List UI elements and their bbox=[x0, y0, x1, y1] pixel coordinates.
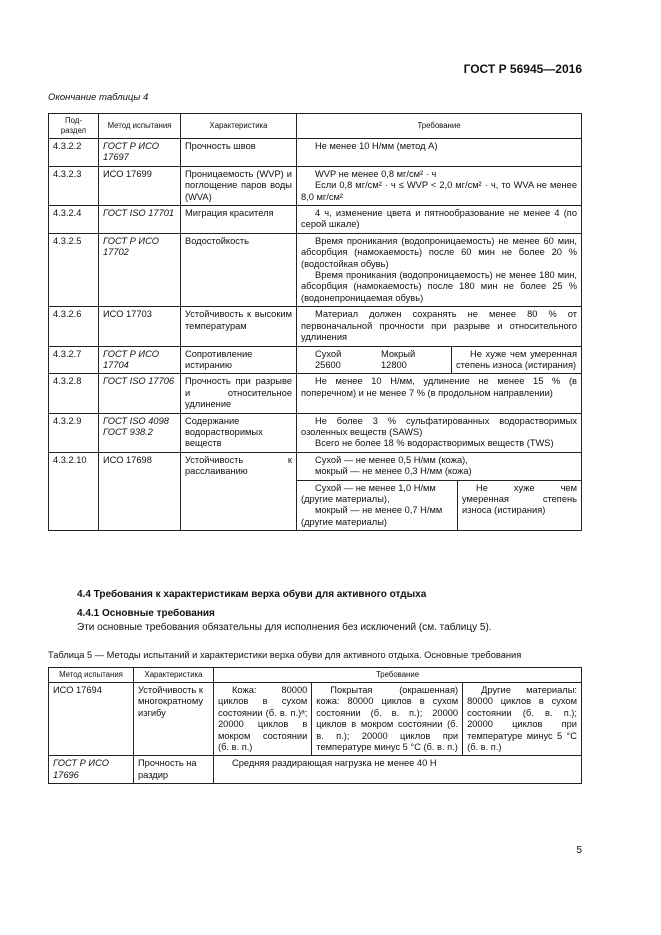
cell-method: ГОСТ Р ИСО 17697 bbox=[99, 139, 181, 167]
cell-characteristic: Сопротивление истиранию bbox=[181, 346, 297, 374]
cell-characteristic: Прочность на раздир bbox=[134, 756, 214, 784]
header-characteristic: Характеристика bbox=[134, 668, 214, 683]
table-row bbox=[49, 452, 582, 480]
cell-method: ГОСТ Р ИСО 17704 bbox=[99, 346, 181, 374]
section-4-4-heading: 4.4 Требования к характеристикам верха обуви для активного отдыха bbox=[77, 589, 427, 600]
cell-subsection: 4.3.2.4 bbox=[49, 206, 99, 234]
requirement-line: Не более 3 % сульфатированных водорастворимых озоленных веществ (SAWS) bbox=[301, 415, 577, 437]
table-row bbox=[49, 139, 582, 167]
cell-requirement bbox=[297, 346, 582, 374]
section-4-4-1-heading: 4.4.1 Основные требования bbox=[77, 608, 215, 619]
requirement-line: Если 0,8 мг/см² · ч ≤ WVP < 2,0 мг/см² · ч, то WVA не менее 8,0 мг/см² bbox=[301, 180, 577, 202]
delamination-right: Не хуже чем умеренная степень износа (истирания) bbox=[462, 482, 577, 516]
cell-method: ГОСТ ISO 4098 ГОСТ 938.2 bbox=[99, 413, 181, 452]
table5-caption: Таблица 5 — Методы испытаний и характеристики верха обуви для активного отдыха. Основные требования bbox=[48, 650, 522, 660]
page-number: 5 bbox=[576, 845, 582, 856]
cell-method: ГОСТ Р ИСО 17696 bbox=[49, 756, 134, 784]
cell-requirement bbox=[297, 166, 582, 205]
abrasion-values bbox=[297, 347, 452, 374]
cell-method: ИСО 17694 bbox=[49, 683, 134, 756]
table-row bbox=[49, 307, 582, 346]
cell-characteristic: Содержание водорастворимых веществ bbox=[181, 413, 297, 452]
cell-characteristic: Проницаемость (WVP) и поглощение паров воды (WVA) bbox=[181, 166, 297, 205]
cell-subsection: 4.3.2.3 bbox=[49, 166, 99, 205]
cell-requirement: Не менее 10 Н/мм (метод А) bbox=[297, 139, 582, 167]
table-row bbox=[49, 374, 582, 413]
cell-characteristic: Устойчивость к расслаиванию bbox=[181, 452, 297, 530]
abrasion-requirement: Не хуже чем умеренная степень износа (истирания) bbox=[456, 348, 577, 370]
cell-requirement: Материал должен сохранять не менее 80 % от первоначальной прочности при разрыве и относительного удлинения bbox=[297, 307, 582, 346]
cell-subsection: 4.3.2.2 bbox=[49, 139, 99, 167]
table-row bbox=[49, 166, 582, 205]
table4-caption: Окончание таблицы 4 bbox=[48, 92, 149, 103]
table-header-row bbox=[49, 114, 582, 139]
cell-method: ИСО 17703 bbox=[99, 307, 181, 346]
cell-characteristic: Водостойкость bbox=[181, 233, 297, 306]
header-method: Метод испытания bbox=[99, 114, 181, 139]
dry-value: 25600 bbox=[315, 359, 341, 370]
table-row bbox=[49, 206, 582, 234]
cell-characteristic: Устойчивость к высоким температурам bbox=[181, 307, 297, 346]
cell-requirement bbox=[297, 413, 582, 452]
cell-subsection: 4.3.2.8 bbox=[49, 374, 99, 413]
cell-characteristic: Устойчивость к многократному изгибу bbox=[134, 683, 214, 756]
header-characteristic: Характеристика bbox=[181, 114, 297, 139]
requirement-line: WVP не менее 0,8 мг/см² · ч bbox=[315, 168, 437, 179]
table-row bbox=[49, 233, 582, 306]
cell-method: ГОСТ Р ИСО 17702 bbox=[99, 233, 181, 306]
header-requirement: Требование bbox=[214, 668, 582, 683]
document-header: ГОСТ Р 56945—2016 bbox=[463, 62, 582, 76]
cell-method: ИСО 17698 bbox=[99, 452, 181, 530]
cell-requirement: 4 ч, изменение цвета и пятнообразование не менее 4 (по серой шкале) bbox=[297, 206, 582, 234]
requirement-line: Время проникания (водопроницаемость) не менее 180 мин, абсорбция (намокаемость) после 180 мин не более 25 % (водонепроницаемая обувь) bbox=[301, 270, 577, 303]
table-5 bbox=[48, 667, 582, 784]
delamination-left bbox=[297, 481, 458, 531]
cell-requirement bbox=[297, 452, 582, 480]
header-requirement: Требование bbox=[297, 114, 582, 139]
table-row bbox=[49, 683, 582, 756]
cell-subsection: 4.3.2.9 bbox=[49, 413, 99, 452]
cell-method: ГОСТ ISO 17701 bbox=[99, 206, 181, 234]
requirement-line: мокрый — не менее 0,3 Н/мм (кожа) bbox=[315, 466, 472, 477]
requirement-line: Сухой — не менее 1,0 Н/мм (другие материалы), bbox=[301, 482, 436, 504]
requirement-line: Сухой — не менее 0,5 Н/мм (кожа), bbox=[315, 454, 468, 465]
wet-value: 12800 bbox=[381, 359, 407, 370]
cell-subsection: 4.3.2.5 bbox=[49, 233, 99, 306]
header-subsection: Под-раздел bbox=[49, 114, 99, 139]
cell-subsection: 4.3.2.6 bbox=[49, 307, 99, 346]
cell-requirement-other-materials: Другие материалы: 80000 циклов в сухом состоянии (б. в. п.); 20000 циклов при температуре минус 5 °С (б. в. п.) bbox=[463, 683, 582, 756]
cell-subsection: 4.3.2.7 bbox=[49, 346, 99, 374]
cell-requirement: Не менее 10 Н/мм, удлинение не менее 15 % (в поперечном) и не менее 7 % (в продольном направлении) bbox=[297, 374, 582, 413]
table-row bbox=[49, 346, 582, 374]
table-4 bbox=[48, 113, 582, 531]
cell-requirement bbox=[297, 480, 582, 531]
cell-requirement bbox=[297, 233, 582, 306]
cell-characteristic: Миграция красителя bbox=[181, 206, 297, 234]
table-row bbox=[49, 756, 582, 784]
cell-requirement-coated-leather: Покрытая (окрашенная) кожа: 80000 циклов в сухом состоянии (б. в. п.); 20000 циклов в мокром состоянии (б. в. п.); 20000 циклов при температуре минус 5 °С (б. в. п.) bbox=[312, 683, 463, 756]
cell-requirement: Средняя раздирающая нагрузка не менее 40 Н bbox=[214, 756, 582, 784]
cell-method: ГОСТ ISO 17706 bbox=[99, 374, 181, 413]
cell-subsection: 4.3.2.10 bbox=[49, 452, 99, 530]
section-paragraph: Эти основные требования обязательны для исполнения без исключений (см. таблицу 5). bbox=[77, 622, 492, 633]
table-row bbox=[49, 413, 582, 452]
requirement-line: Всего не более 18 % водорастворимых веществ (TWS) bbox=[315, 438, 554, 449]
cell-method: ИСО 17699 bbox=[99, 166, 181, 205]
cell-characteristic: Прочность при разрыве и относительное удлинение bbox=[181, 374, 297, 413]
cell-requirement-leather: Кожа: 80000 циклов в сухом состоянии (б. в. п.)ᵃ; 20000 циклов в мокром состоянии (б. в. п.) bbox=[214, 683, 312, 756]
wet-label: Мокрый bbox=[381, 348, 416, 359]
dry-label: Сухой bbox=[315, 348, 342, 359]
header-method: Метод испытания bbox=[49, 668, 134, 683]
cell-characteristic: Прочность швов bbox=[181, 139, 297, 167]
table-header-row bbox=[49, 668, 582, 683]
requirement-line: Время проникания (водопроницаемость) не менее 60 мин, абсорбция (намокаемость) после 60 мин не более 20 % (водостойкая обувь) bbox=[301, 235, 577, 269]
requirement-line: мокрый — не менее 0,7 Н/мм (другие материалы) bbox=[301, 505, 443, 527]
